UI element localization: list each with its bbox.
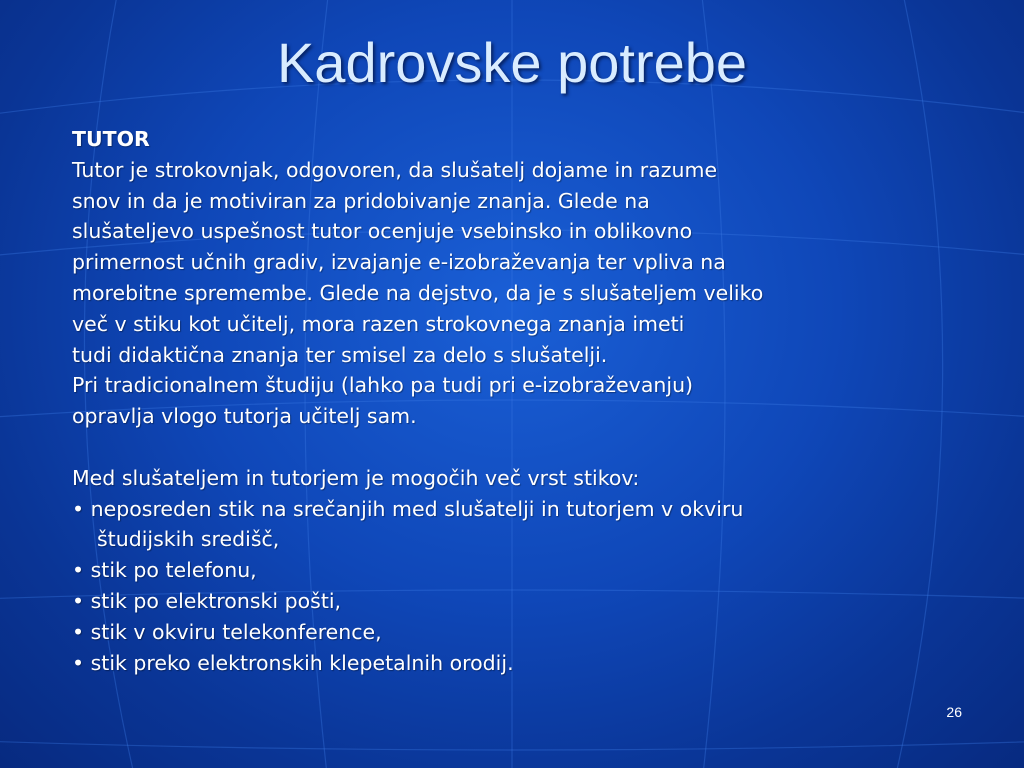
paragraph-line: Tutor je strokovnjak, odgovoren, da slušatelj dojame in razume xyxy=(72,157,718,182)
bullet-item: • neposreden stik na srečanjih med slušatelji in tutorjem v okviru xyxy=(72,496,744,521)
slide-body xyxy=(72,124,972,678)
paragraph-line: več v stiku kot učitelj, mora razen strokovnega znanja imeti xyxy=(72,311,685,336)
bullet-item-continuation: študijskih središč, xyxy=(97,527,280,552)
section-heading: TUTOR xyxy=(72,127,150,151)
paragraph-line: snov in da je motiviran za pridobivanje znanja. Glede na xyxy=(72,188,650,213)
paragraph-line: Pri tradicionalnem študiju (lahko pa tudi pri e-izobraževanju) xyxy=(72,373,694,398)
bullet-item: • stik po elektronski pošti, xyxy=(72,588,342,613)
spacer xyxy=(72,432,972,463)
bullet-item: • stik v okviru telekonference, xyxy=(72,619,382,644)
paragraph-line: morebitne spremembe. Glede na dejstvo, da je s slušateljem veliko xyxy=(72,280,764,305)
page-number: 26 xyxy=(946,704,962,720)
slide-title: Kadrovske potrebe xyxy=(276,31,748,94)
bullet-item: • stik po telefonu, xyxy=(72,558,257,583)
bullet-item: • stik preko elektronskih klepetalnih orodij. xyxy=(72,650,514,675)
paragraph-line: primernost učnih gradiv, izvajanje e-izobraževanja ter vpliva na xyxy=(72,250,726,275)
paragraph-line: opravlja vlogo tutorja učitelj sam. xyxy=(72,404,417,429)
paragraph-line: slušateljevo uspešnost tutor ocenjuje vsebinsko in oblikovno xyxy=(72,219,693,244)
paragraph-line: tudi didaktična znanja ter smisel za delo s slušatelji. xyxy=(72,342,608,367)
contacts-intro: Med slušateljem in tutorjem je mogočih več vrst stikov: xyxy=(72,465,640,490)
